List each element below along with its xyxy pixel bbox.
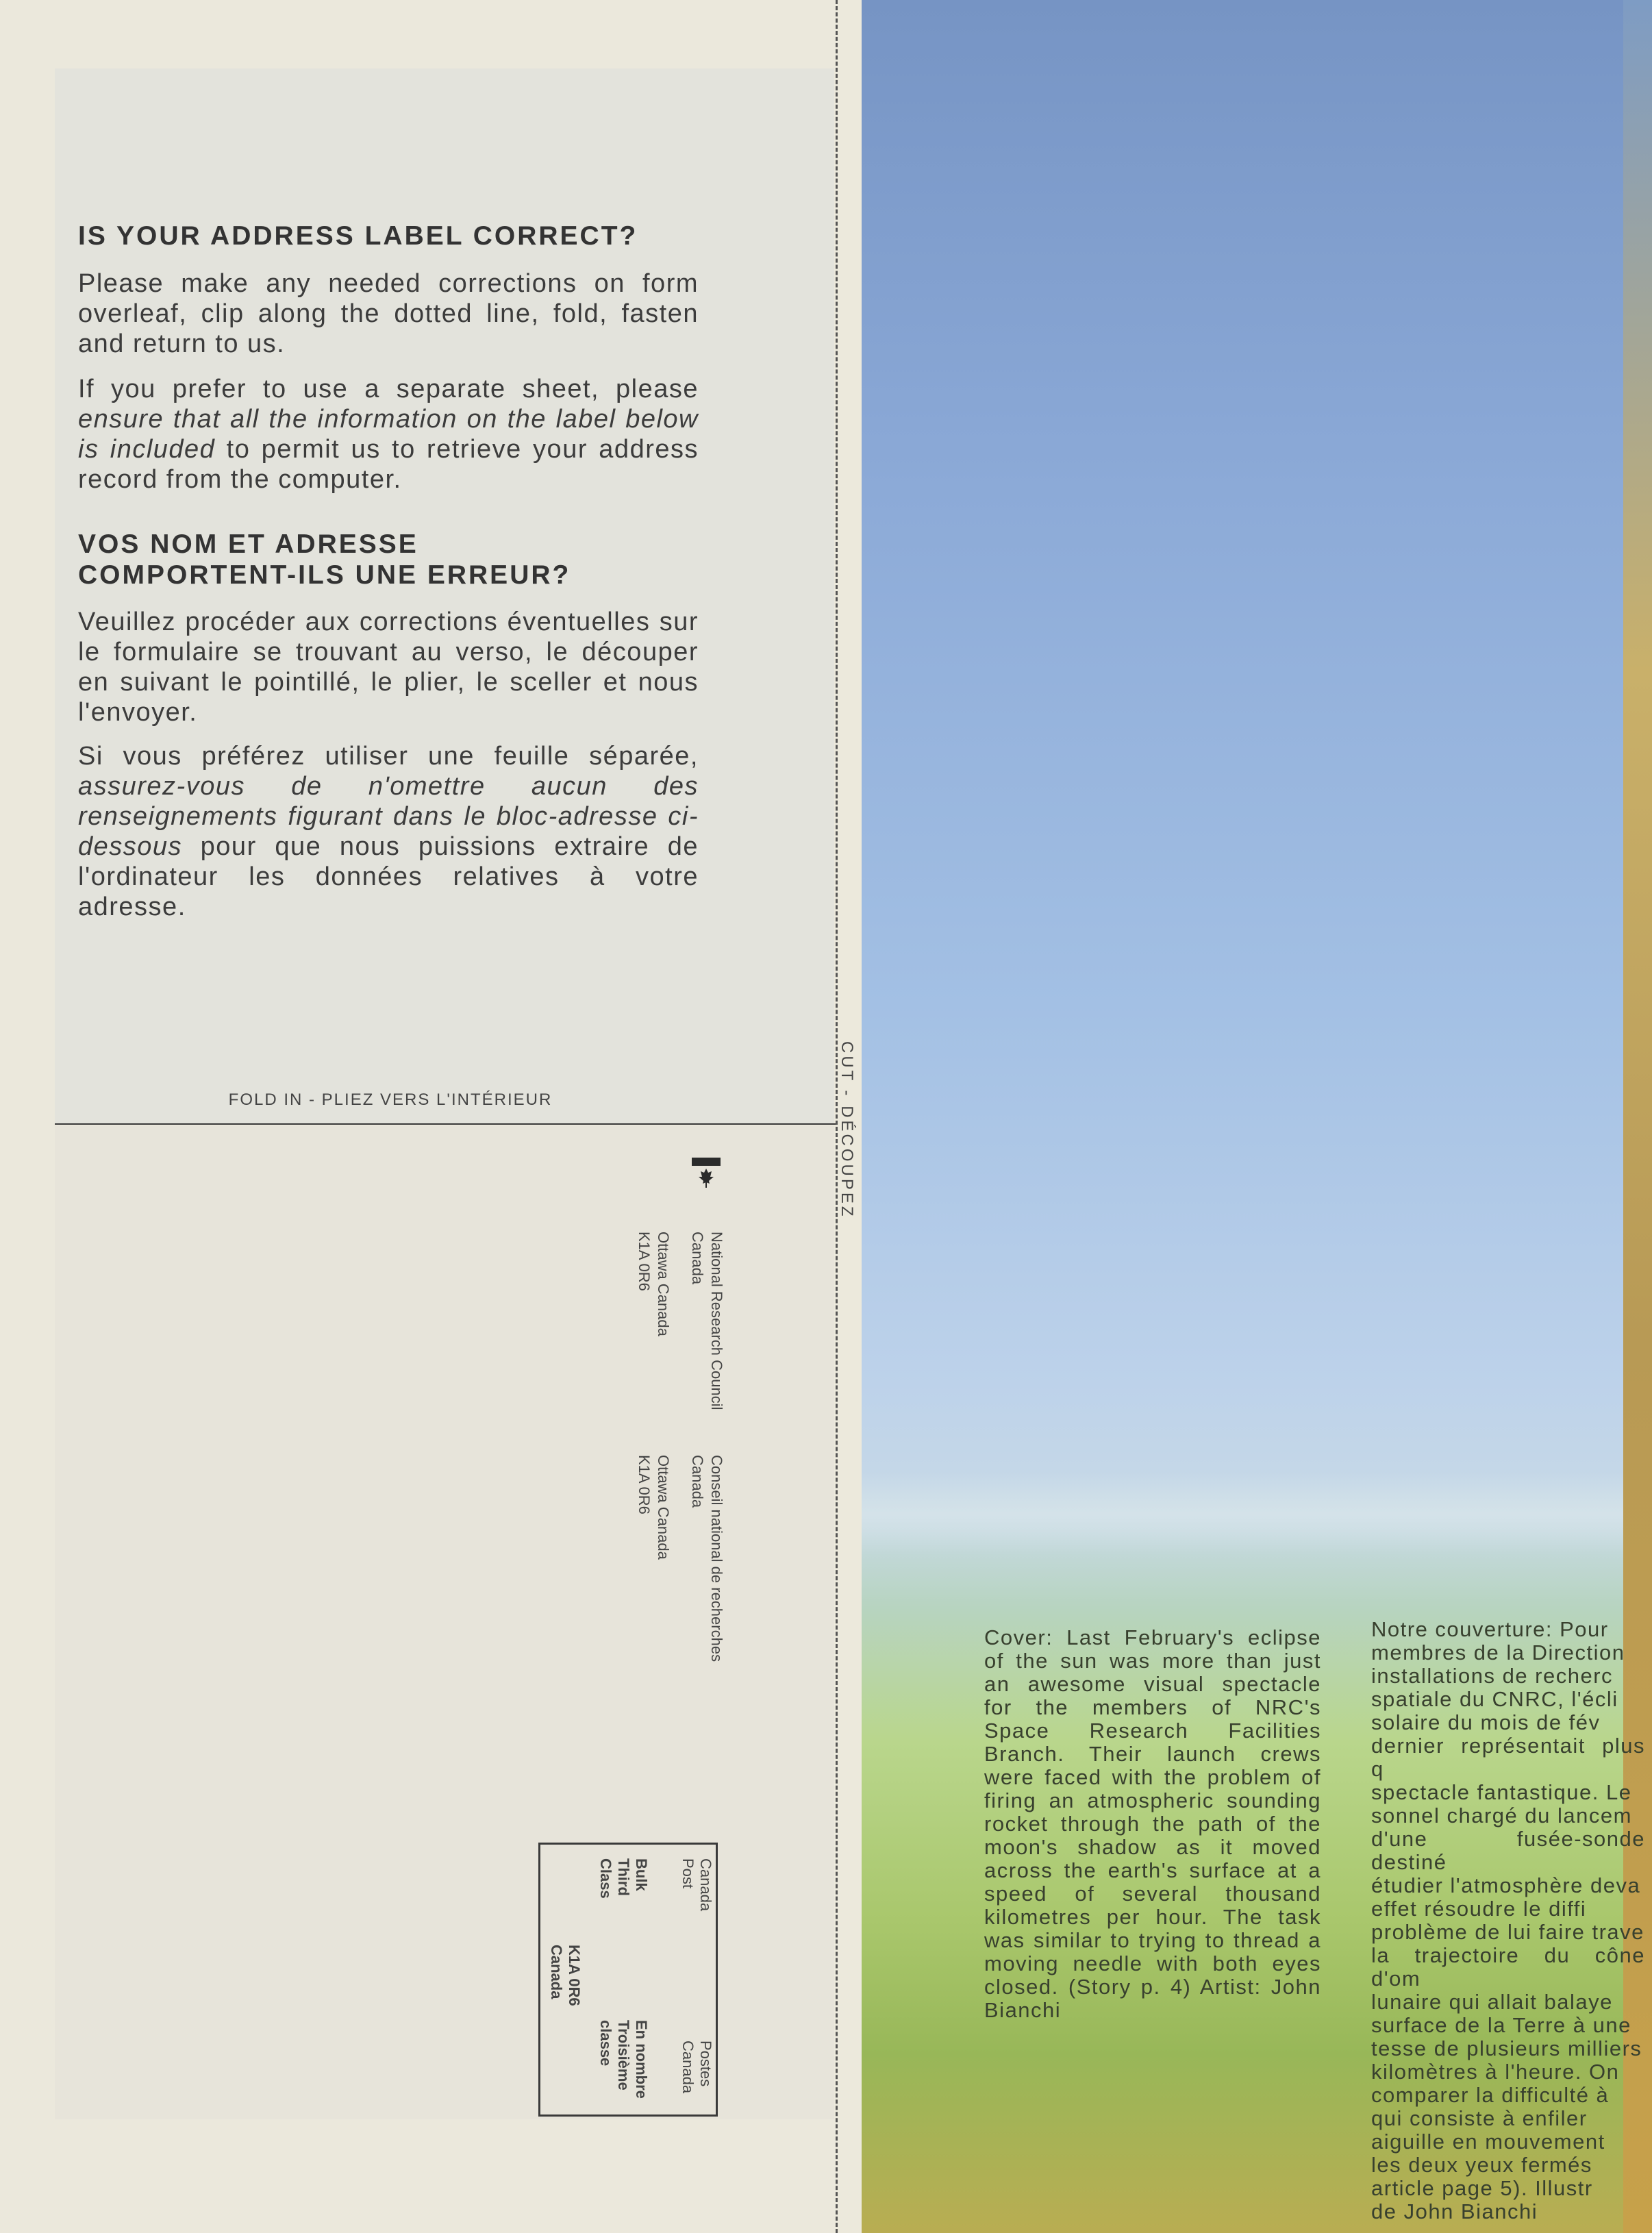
canada-post-label: Canada Post xyxy=(679,1858,714,1912)
notice-heading-fr: VOS NOM ET ADRESSE COMPORTENT-ILS UNE ERREUR? xyxy=(78,529,571,590)
notice-paragraph-fr-2: Si vous préférez utiliser une feuille séparée, assurez-vous de n'omettre aucun des renseignements figurant dans le bloc-adresse ci-dessous pour que nous puissions extraire de l'ordinateur les données relatives à votre adresse. xyxy=(78,742,699,921)
notice-paragraph-fr-1: Veuillez procéder aux corrections éventuelles sur le formulaire se trouvant au verso, le découper en suivant le pointillé, le plier, le sceller et nous l'envoyer. xyxy=(78,608,699,727)
postes-canada-label: Postes Canada xyxy=(679,2041,714,2094)
cover-caption-fr: Notre couverture: Pour membres de la Direction installations de recherc spatiale du CNRC, l'écli solaire du mois de fév dernier représentait plus q spectacle fantastique. Le sonnel chargé du lancem d'une fusée-sonde destiné étudier l'atmosphère deva effet résoudre le diffi problème de lui faire trave la trajectoire du cône d'om lunaire qui allait balaye surface de la Terre à une tesse de plusieurs milliers kilomètres à l'heure. On comparer la difficulté à qui consiste à enfiler aiguille en mouvement les deux yeux fermés article page 5). Illustr de John Bianchi xyxy=(1371,1617,1645,2223)
postage-permit-box xyxy=(538,1843,718,2117)
en-nombre-troisieme-classe-label: En nombre Troisième classe xyxy=(597,2020,650,2099)
cover-caption-en: Cover: Last February's eclipse of the sun was more than just an awesome visual spectacle for the members of NRC's Space Research Facilities Branch. Their launch crews were faced with the problem of firing an atmospheric sounding rocket through the path of the moon's shadow as it moved across the earth's surface at a speed of several thousand kilometres per hour. The task was similar to trying to thread a moving needle with both eyes closed. (Story p. 4) Artist: John Bianchi xyxy=(984,1625,1321,2022)
sender-address-en: National Research Council Canada Ottawa Canada K1A 0R6 xyxy=(636,1232,725,1410)
fold-instruction: FOLD IN - PLIEZ VERS L'INTÉRIEUR xyxy=(228,1090,553,1109)
notice-paragraph-en-2: If you prefer to use a separate sheet, please ensure that all the information on the label below is included to permit us to retrieve your address record from the computer. xyxy=(78,375,699,494)
notice-paragraph-en-1: Please make any needed corrections on form overleaf, clip along the dotted line, fold, fasten and return to us. xyxy=(78,269,699,358)
horizon-haze xyxy=(862,1473,1652,1555)
fold-line xyxy=(55,1123,836,1125)
notice-heading-en: IS YOUR ADDRESS LABEL CORRECT? xyxy=(78,221,638,251)
cut-instruction: CUT - DÉCOUPEZ xyxy=(838,1041,856,1219)
canada-flag-icon xyxy=(692,1158,721,1188)
permit-postal-code: K1A 0R6 Canada xyxy=(548,1945,583,2006)
bulk-third-class-label: Bulk Third Class xyxy=(597,1858,650,1899)
sender-address-fr: Conseil national de recherches Canada Ottawa Canada K1A 0R6 xyxy=(636,1455,725,1662)
